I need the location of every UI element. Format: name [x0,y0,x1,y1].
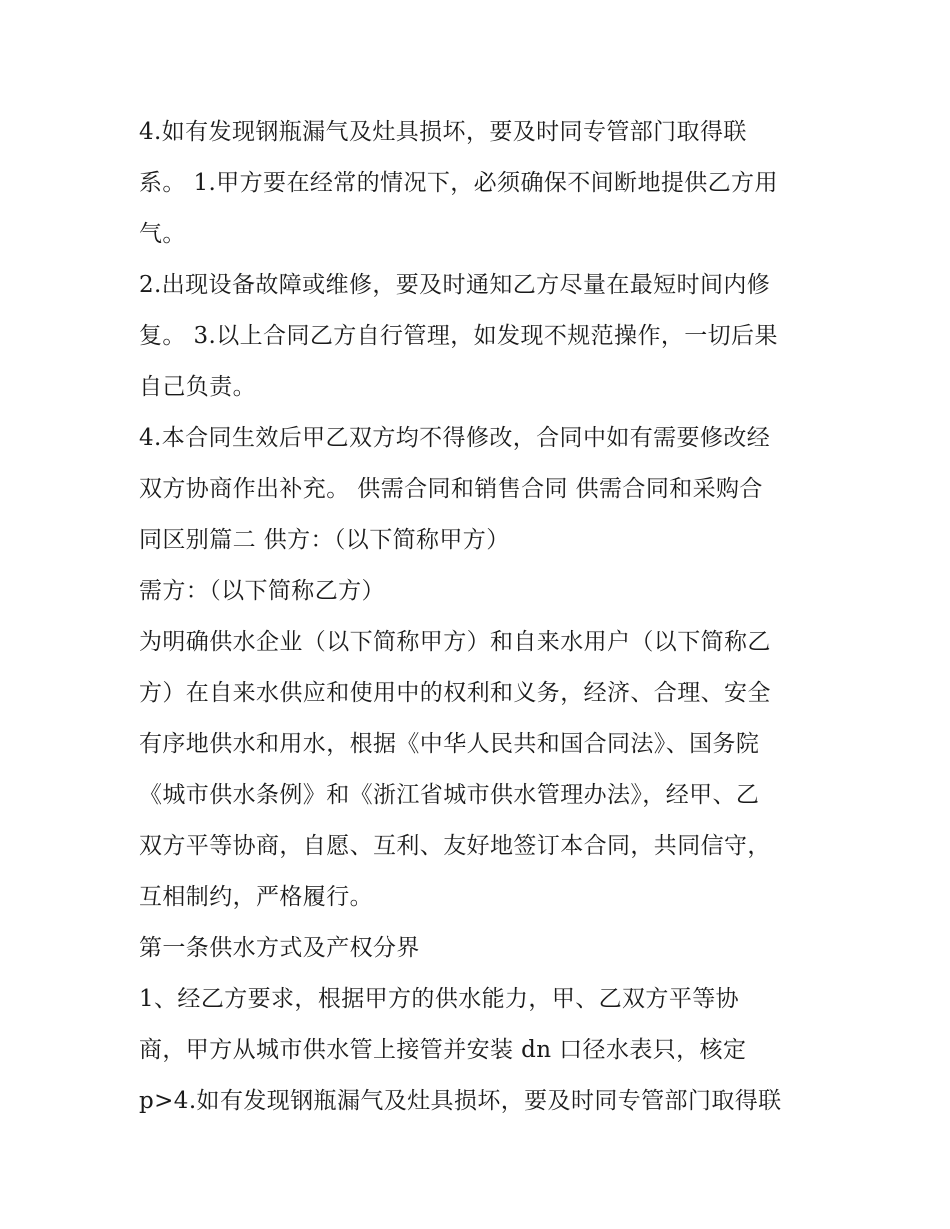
text-line-14: 《城市供水条例》和《浙江省城市供水管理办法》，经甲、乙 [139,782,760,808]
document-body [139,107,819,1127]
text-line-9: 同区别篇二 供方：（以下简称甲方） [139,527,510,553]
text-line-19: 商，甲方从城市供水管上接管并安装 dn 口径水表只，核定 [139,1037,747,1063]
text-line-1: 4.如有发现钢瓶漏气及灶具损坏，要及时同专管部门取得联 [139,119,747,145]
text-line-8: 双方协商作出补充。 供需合同和销售合同 供需合同和采购合 [139,476,763,502]
text-line-11: 为明确供水企业（以下简称甲方）和自来水用户（以下简称乙 [139,629,771,655]
text-line-20: p>4.如有发现钢瓶漏气及灶具损坏，要及时同专管部门取得联 [139,1088,782,1114]
text-line-5: 复。 3.以上合同乙方自行管理，如发现不规范操作，一切后果 [139,323,778,349]
text-line-6: 自己负责。 [139,374,256,400]
text-line-7: 4.本合同生效后甲乙双方均不得修改，合同中如有需要修改经 [139,425,771,451]
text-line-3: 气。 [139,221,186,247]
text-line-2: 系。 1.甲方要在经常的情况下，必须确保不间断地提供乙方用 [139,170,778,196]
text-line-12: 方）在自来水供应和使用中的权利和义务，经济、合理、安全 [139,680,771,706]
text-line-4: 2.出现设备故障或维修，要及时通知乙方尽量在最短时间内修 [139,272,771,298]
text-line-10: 需方：（以下简称乙方） [139,578,385,604]
text-line-16: 互相制约，严格履行。 [139,884,373,910]
text-line-13: 有序地供水和用水，根据《中华人民共和国合同法》、国务院 [139,731,760,757]
text-line-15: 双方平等协商，自愿、互利、友好地签订本合同，共同信守， [139,833,771,859]
text-line-17: 第一条供水方式及产权分界 [139,935,420,961]
text-line-18: 1、经乙方要求，根据甲方的供水能力，甲、乙双方平等协 [139,986,740,1012]
